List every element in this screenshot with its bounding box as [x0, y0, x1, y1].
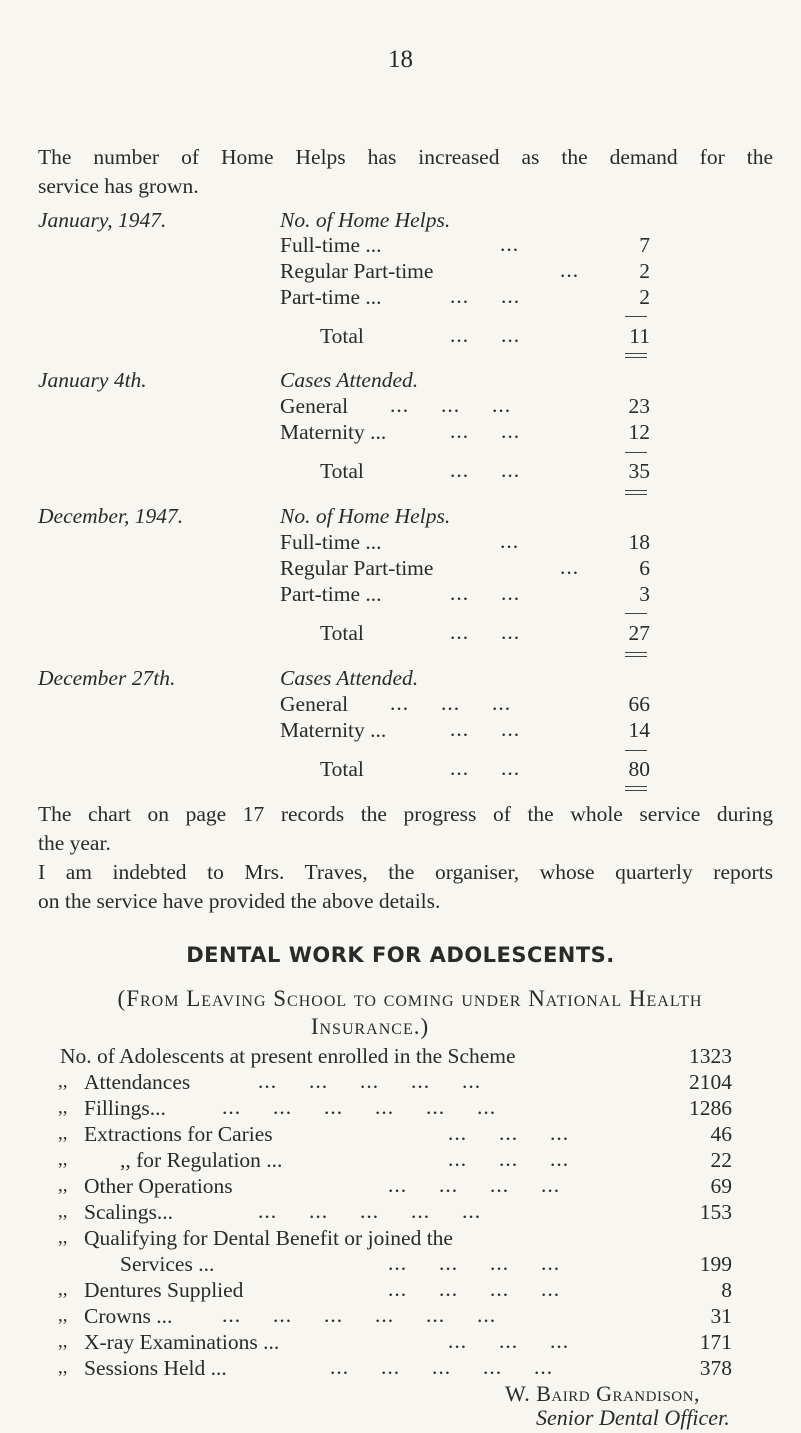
leader-dots: ... ... ... ...: [388, 1251, 561, 1275]
dental-subtitle-line-1: (From Leaving School to coming under National Health: [117, 986, 703, 1011]
item-label: Full-time ...: [280, 530, 382, 554]
item-label: Full-time ...: [280, 233, 382, 257]
leader-dots: ...: [560, 555, 580, 579]
dental-row-label: Other Operations: [84, 1174, 233, 1198]
acknowledgement-line-1: I am indebted to Mrs. Traves, the organiser, whose quarterly reports: [38, 860, 773, 884]
acknowledgement-paragraph: [38, 858, 773, 916]
ditto-mark: ,,: [58, 1071, 68, 1092]
ditto-mark: ,,: [58, 1201, 68, 1222]
ditto-mark: ,,: [58, 1123, 68, 1144]
item-label: Part-time ...: [280, 285, 382, 309]
total-label: Total: [320, 459, 364, 483]
leader-dots: ... ...: [450, 323, 521, 347]
dental-section-title: DENTAL WORK FOR ADOLESCENTS.: [186, 943, 615, 967]
ditto-mark: ,,: [58, 1331, 68, 1352]
dental-row-label: Scalings...: [84, 1200, 173, 1224]
subtotal-rule: [625, 613, 647, 614]
intro-line-2: service has grown.: [38, 174, 199, 198]
total-double-rule: [625, 490, 647, 495]
leader-dots: ... ...: [450, 620, 521, 644]
leader-dots: ... ... ... ... ... ...: [222, 1095, 497, 1119]
item-value: 23: [628, 394, 650, 418]
leader-dots: ... ... ... ... ...: [258, 1069, 482, 1093]
item-label: Regular Part-time: [280, 556, 434, 580]
total-value: 35: [628, 459, 650, 483]
total-double-rule: [625, 786, 647, 791]
total-value: 80: [628, 757, 650, 781]
section-heading: Cases Attended.: [280, 666, 419, 690]
leader-dots: ... ... ... ... ...: [330, 1355, 554, 1379]
item-value: 14: [628, 718, 650, 742]
dental-row-label: Crowns ...: [84, 1304, 173, 1328]
item-value: 18: [628, 530, 650, 554]
dental-subtitle-line-2: Insurance.): [310, 1014, 430, 1039]
leader-dots: ... ... ... ... ... ...: [222, 1303, 497, 1327]
item-label: Regular Part-time: [280, 259, 434, 283]
intro-line-1: The number of Home Helps has increased as the demand for the: [38, 145, 773, 169]
dental-row-value: 22: [710, 1148, 732, 1172]
dental-row-label: ,, for Regulation ...: [120, 1148, 283, 1172]
chart-note-line-1: The chart on page 17 records the progress of the whole service during: [38, 802, 773, 826]
total-double-rule: [625, 652, 647, 657]
leader-dots: ... ... ...: [390, 393, 512, 417]
total-label: Total: [320, 621, 364, 645]
section-date: January, 1947.: [38, 208, 167, 232]
chart-note-line-2: the year.: [38, 831, 111, 855]
dental-row-value: 199: [699, 1252, 732, 1276]
total-double-rule: [625, 353, 647, 358]
dental-row-value: 171: [699, 1330, 732, 1354]
section-date: December, 1947.: [38, 504, 184, 528]
item-value: 66: [628, 692, 650, 716]
ditto-mark: ,,: [58, 1305, 68, 1326]
leader-dots: ... ... ...: [448, 1329, 570, 1353]
total-label: Total: [320, 324, 364, 348]
subtotal-rule: [625, 750, 647, 751]
dental-row-label: X-ray Examinations ...: [84, 1330, 280, 1354]
total-value: 27: [628, 621, 650, 645]
acknowledgement-line-2: on the service have provided the above details.: [38, 889, 441, 913]
dental-row-value: 153: [699, 1200, 732, 1224]
leader-dots: ...: [560, 258, 580, 282]
item-value: 2: [639, 259, 650, 283]
signature-title: Senior Dental Officer.: [536, 1405, 730, 1430]
section-date: January 4th.: [38, 368, 147, 392]
total-label: Total: [320, 757, 364, 781]
section-heading: No. of Home Helps.: [280, 504, 451, 528]
dental-row-label: Sessions Held ...: [84, 1356, 227, 1380]
item-label: Maternity ...: [280, 420, 387, 444]
ditto-mark: ,,: [58, 1149, 68, 1170]
item-label: Maternity ...: [280, 718, 387, 742]
leader-dots: ... ... ... ...: [388, 1277, 561, 1301]
intro-paragraph: [38, 143, 773, 201]
item-value: 2: [639, 285, 650, 309]
ditto-mark: ,,: [58, 1175, 68, 1196]
subtotal-rule: [625, 316, 647, 317]
leader-dots: ...: [500, 529, 520, 553]
section-heading: No. of Home Helps.: [280, 208, 451, 232]
leader-dots: ... ...: [450, 756, 521, 780]
dental-row-label-continued: Services ...: [120, 1252, 215, 1276]
dental-row-value: 1286: [689, 1096, 732, 1120]
dental-row-label: Attendances: [84, 1070, 191, 1094]
dental-row-value: 1323: [689, 1044, 732, 1068]
leader-dots: ... ...: [450, 284, 521, 308]
dental-row-value: 8: [721, 1278, 732, 1302]
leader-dots: ... ... ...: [448, 1147, 570, 1171]
dental-row-label: Extractions for Caries: [84, 1122, 273, 1146]
dental-row-label: Qualifying for Dental Benefit or joined the: [84, 1226, 453, 1250]
leader-dots: ... ...: [450, 458, 521, 482]
dental-row-label: Dentures Supplied: [84, 1278, 244, 1302]
leader-dots: ... ...: [450, 717, 521, 741]
dental-row-value: 46: [710, 1122, 732, 1146]
section-date: December 27th.: [38, 666, 176, 690]
dental-row-value: 378: [699, 1356, 732, 1380]
signature-name: W. Baird Grandison,: [505, 1381, 700, 1406]
item-label: General: [280, 692, 349, 716]
subtotal-rule: [625, 452, 647, 453]
page-number: 18: [388, 46, 413, 73]
leader-dots: ... ... ... ... ...: [258, 1199, 482, 1223]
item-value: 6: [639, 556, 650, 580]
item-label: General: [280, 394, 349, 418]
item-value: 3: [639, 582, 650, 606]
ditto-mark: ,,: [58, 1357, 68, 1378]
leader-dots: ... ... ...: [448, 1121, 570, 1145]
leader-dots: ... ... ...: [390, 691, 512, 715]
ditto-mark: ,,: [58, 1097, 68, 1118]
leader-dots: ...: [500, 232, 520, 256]
ditto-mark: ,,: [58, 1279, 68, 1300]
dental-row-label: Fillings...: [84, 1096, 166, 1120]
dental-row-value: 2104: [689, 1070, 732, 1094]
item-value: 7: [639, 233, 650, 257]
item-value: 12: [628, 420, 650, 444]
dental-row-value: 31: [710, 1304, 732, 1328]
dental-row-value: 69: [710, 1174, 732, 1198]
item-label: Part-time ...: [280, 582, 382, 606]
leader-dots: ... ...: [450, 581, 521, 605]
ditto-mark: ,,: [58, 1227, 68, 1248]
total-value: 11: [629, 324, 650, 348]
section-heading: Cases Attended.: [280, 368, 419, 392]
leader-dots: ... ... ... ...: [388, 1173, 561, 1197]
leader-dots: ... ...: [450, 419, 521, 443]
chart-note-paragraph: [38, 800, 773, 858]
dental-row-label: No. of Adolescents at present enrolled in the Scheme: [60, 1044, 516, 1068]
